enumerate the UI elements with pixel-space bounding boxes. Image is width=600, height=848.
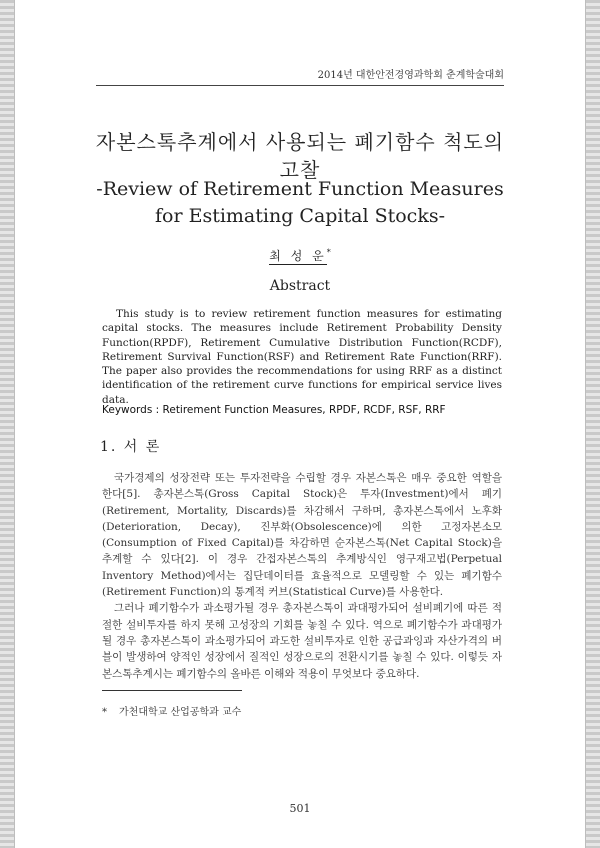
abstract-heading: Abstract: [269, 278, 331, 294]
keywords-line: Keywords : Retirement Function Measures, RPDF, RCDF, RSF, RRF: [102, 404, 446, 416]
author-name: 최 성 운: [269, 249, 327, 263]
scan-frame-right: [585, 0, 600, 848]
english-title: [60, 176, 540, 230]
english-title-line2: for Estimating Capital Stocks-: [154, 205, 446, 227]
section-body: [102, 470, 502, 682]
footnote: [102, 703, 241, 718]
author-line: [0, 247, 600, 264]
footnote-divider: [102, 690, 242, 691]
footnote-mark: *: [102, 707, 107, 718]
english-title-line1: -Review of Retirement Function Measures: [96, 178, 504, 200]
korean-title-line1: 자본스톡추계에서 사용되는 폐기함수 척도의: [95, 130, 505, 154]
body-paragraph-1: 국가경제의 성장전략 또는 투자전략을 수립할 경우 자본스톡은 매우 중요한 역할을 한다[5]. 총자본스톡(Gross Capital Stock)은 투자(Investment)에서 폐기(Retirement, Mortality, Discards)를 차감해서 구하며, 총자본스톡에서 노후화(Deterioration, Decay), 진부화(Obsolescence)에 의한 고정자본소모(Consumption of Fixed Capital)를 차감하면 순자본스톡(Net Capital Stock)을 추계할 수 있다[2]. 이 경우 간접자본스톡의 추계방식인 영구재고법(Perpetual Inventory Method)에서는 집단데이터를 효율적으로 모델링할 수 있는 폐기함수(Retirement Function)의 통계적 커브(Statistical Curve)를 사용한다.: [102, 472, 502, 599]
abstract-text: This study is to review retirement function measures for estimating capital stocks. The measures include Retirement Probability Density Function(RPDF), Retirement Cumulative Distribution Function(RCDF), Retirement Survival Function(RSF) and Retirement Rate Function(RRF). The paper also provides the recommendations for using RRF as a distinct identification of the retirement curve functions for empirical service lives data.: [102, 308, 502, 406]
body-paragraph-2: 그러나 폐기함수가 과소평가될 경우 총자본스톡이 과대평가되어 설비폐기에 따른 적절한 설비투자를 하지 못해 고성장의 기회를 놓칠 수 있다. 역으로 폐기함수가 과대평가될 경우 총자본스톡이 과소평가되어 과도한 설비투자로 인한 공급과잉과 자산가격의 버블이 발생하여 양적인 성장에서 질적인 성장으로의 전환시기를 놓칠 수 있다. 이렇듯 자본스톡추계시는 폐기함수의 올바른 이해와 적용이 무엇보다 중요하다.: [102, 602, 502, 680]
running-head: 2014년 대한안전경영과학회 춘계학술대회: [96, 66, 504, 86]
author-footnote-mark: *: [326, 248, 331, 257]
section-heading-introduction: 1. 서 론: [100, 439, 162, 455]
scan-frame-left: [0, 0, 15, 848]
footnote-text: 가천대학교 산업공학과 교수: [119, 707, 242, 718]
korean-title-line2: 고찰: [279, 158, 321, 182]
page-number: 501: [289, 802, 311, 815]
